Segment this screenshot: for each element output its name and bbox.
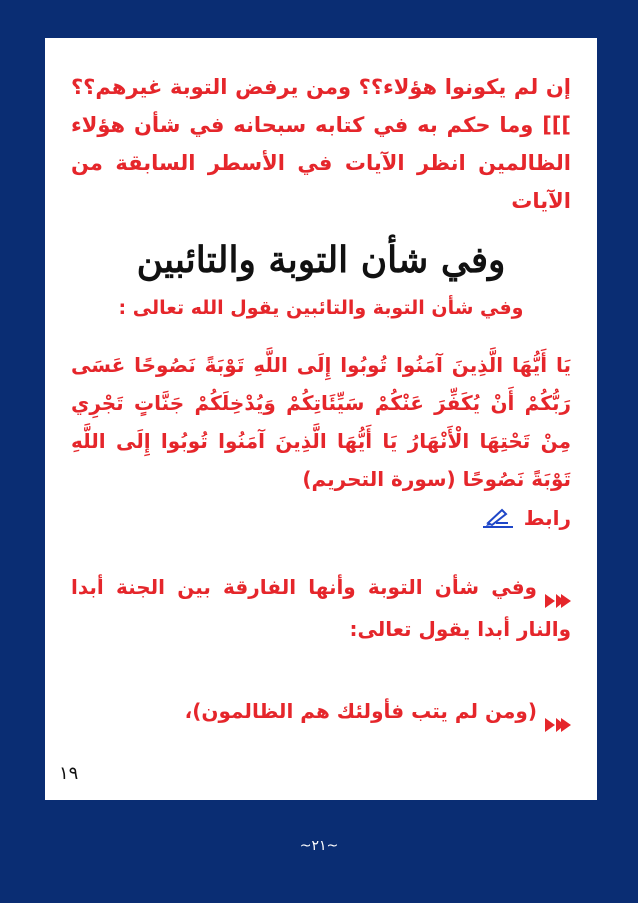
bullet-text-1: وفي شأن التوبة وأنها الفارقة بين الجنة أبدا والنار أبدا يقول تعالى: bbox=[71, 575, 571, 641]
double-arrow-icon bbox=[545, 705, 571, 721]
link-row[interactable] bbox=[71, 506, 571, 530]
write-link-icon[interactable] bbox=[482, 507, 514, 529]
quran-verse: يَا أَيُّهَا الَّذِينَ آمَنُوا تُوبُوا إِلَى اللَّهِ تَوْبَةً نَصُوحًا عَسَى رَبُّكُمْ أَنْ يُكَفِّرَ عَنْكُمْ سَيِّئَاتِكُمْ وَيُدْخِلَكُمْ جَنَّاتٍ تَجْرِي مِنْ تَحْتِهَا الْأَنْهَارُ يَا أَيُّهَا الَّذِينَ آمَنُوا تُوبُوا إِلَى اللَّهِ تَوْبَةً نَصُوحًا (سورة التحريم) bbox=[71, 353, 571, 491]
footer-page-number: ~٢١~ bbox=[299, 838, 339, 854]
bullet-text-2: (ومن لم يتب فأولئك هم الظالمون)، bbox=[184, 699, 537, 723]
verse-intro: وفي شأن التوبة والتائبين يقول الله تعالى : bbox=[118, 297, 524, 319]
section-heading: وفي شأن التوبة والتائبين bbox=[136, 239, 506, 281]
bullet-item-2 bbox=[71, 690, 571, 732]
double-arrow-icon bbox=[545, 581, 571, 597]
page-number: ١٩ bbox=[59, 763, 79, 784]
link-label[interactable]: رابط bbox=[523, 506, 571, 530]
bullet-item-1 bbox=[71, 566, 571, 650]
document-page bbox=[45, 38, 597, 800]
intro-paragraph: إن لم يكونوا هؤلاء؟؟ ومن يرفض التوبة غيرهم؟؟ ]]] وما حكم به في كتابه سبحانه في شأن هؤلاء الظالمين انظر الآيات في الأسطر السابقة من الآيات bbox=[71, 75, 571, 213]
